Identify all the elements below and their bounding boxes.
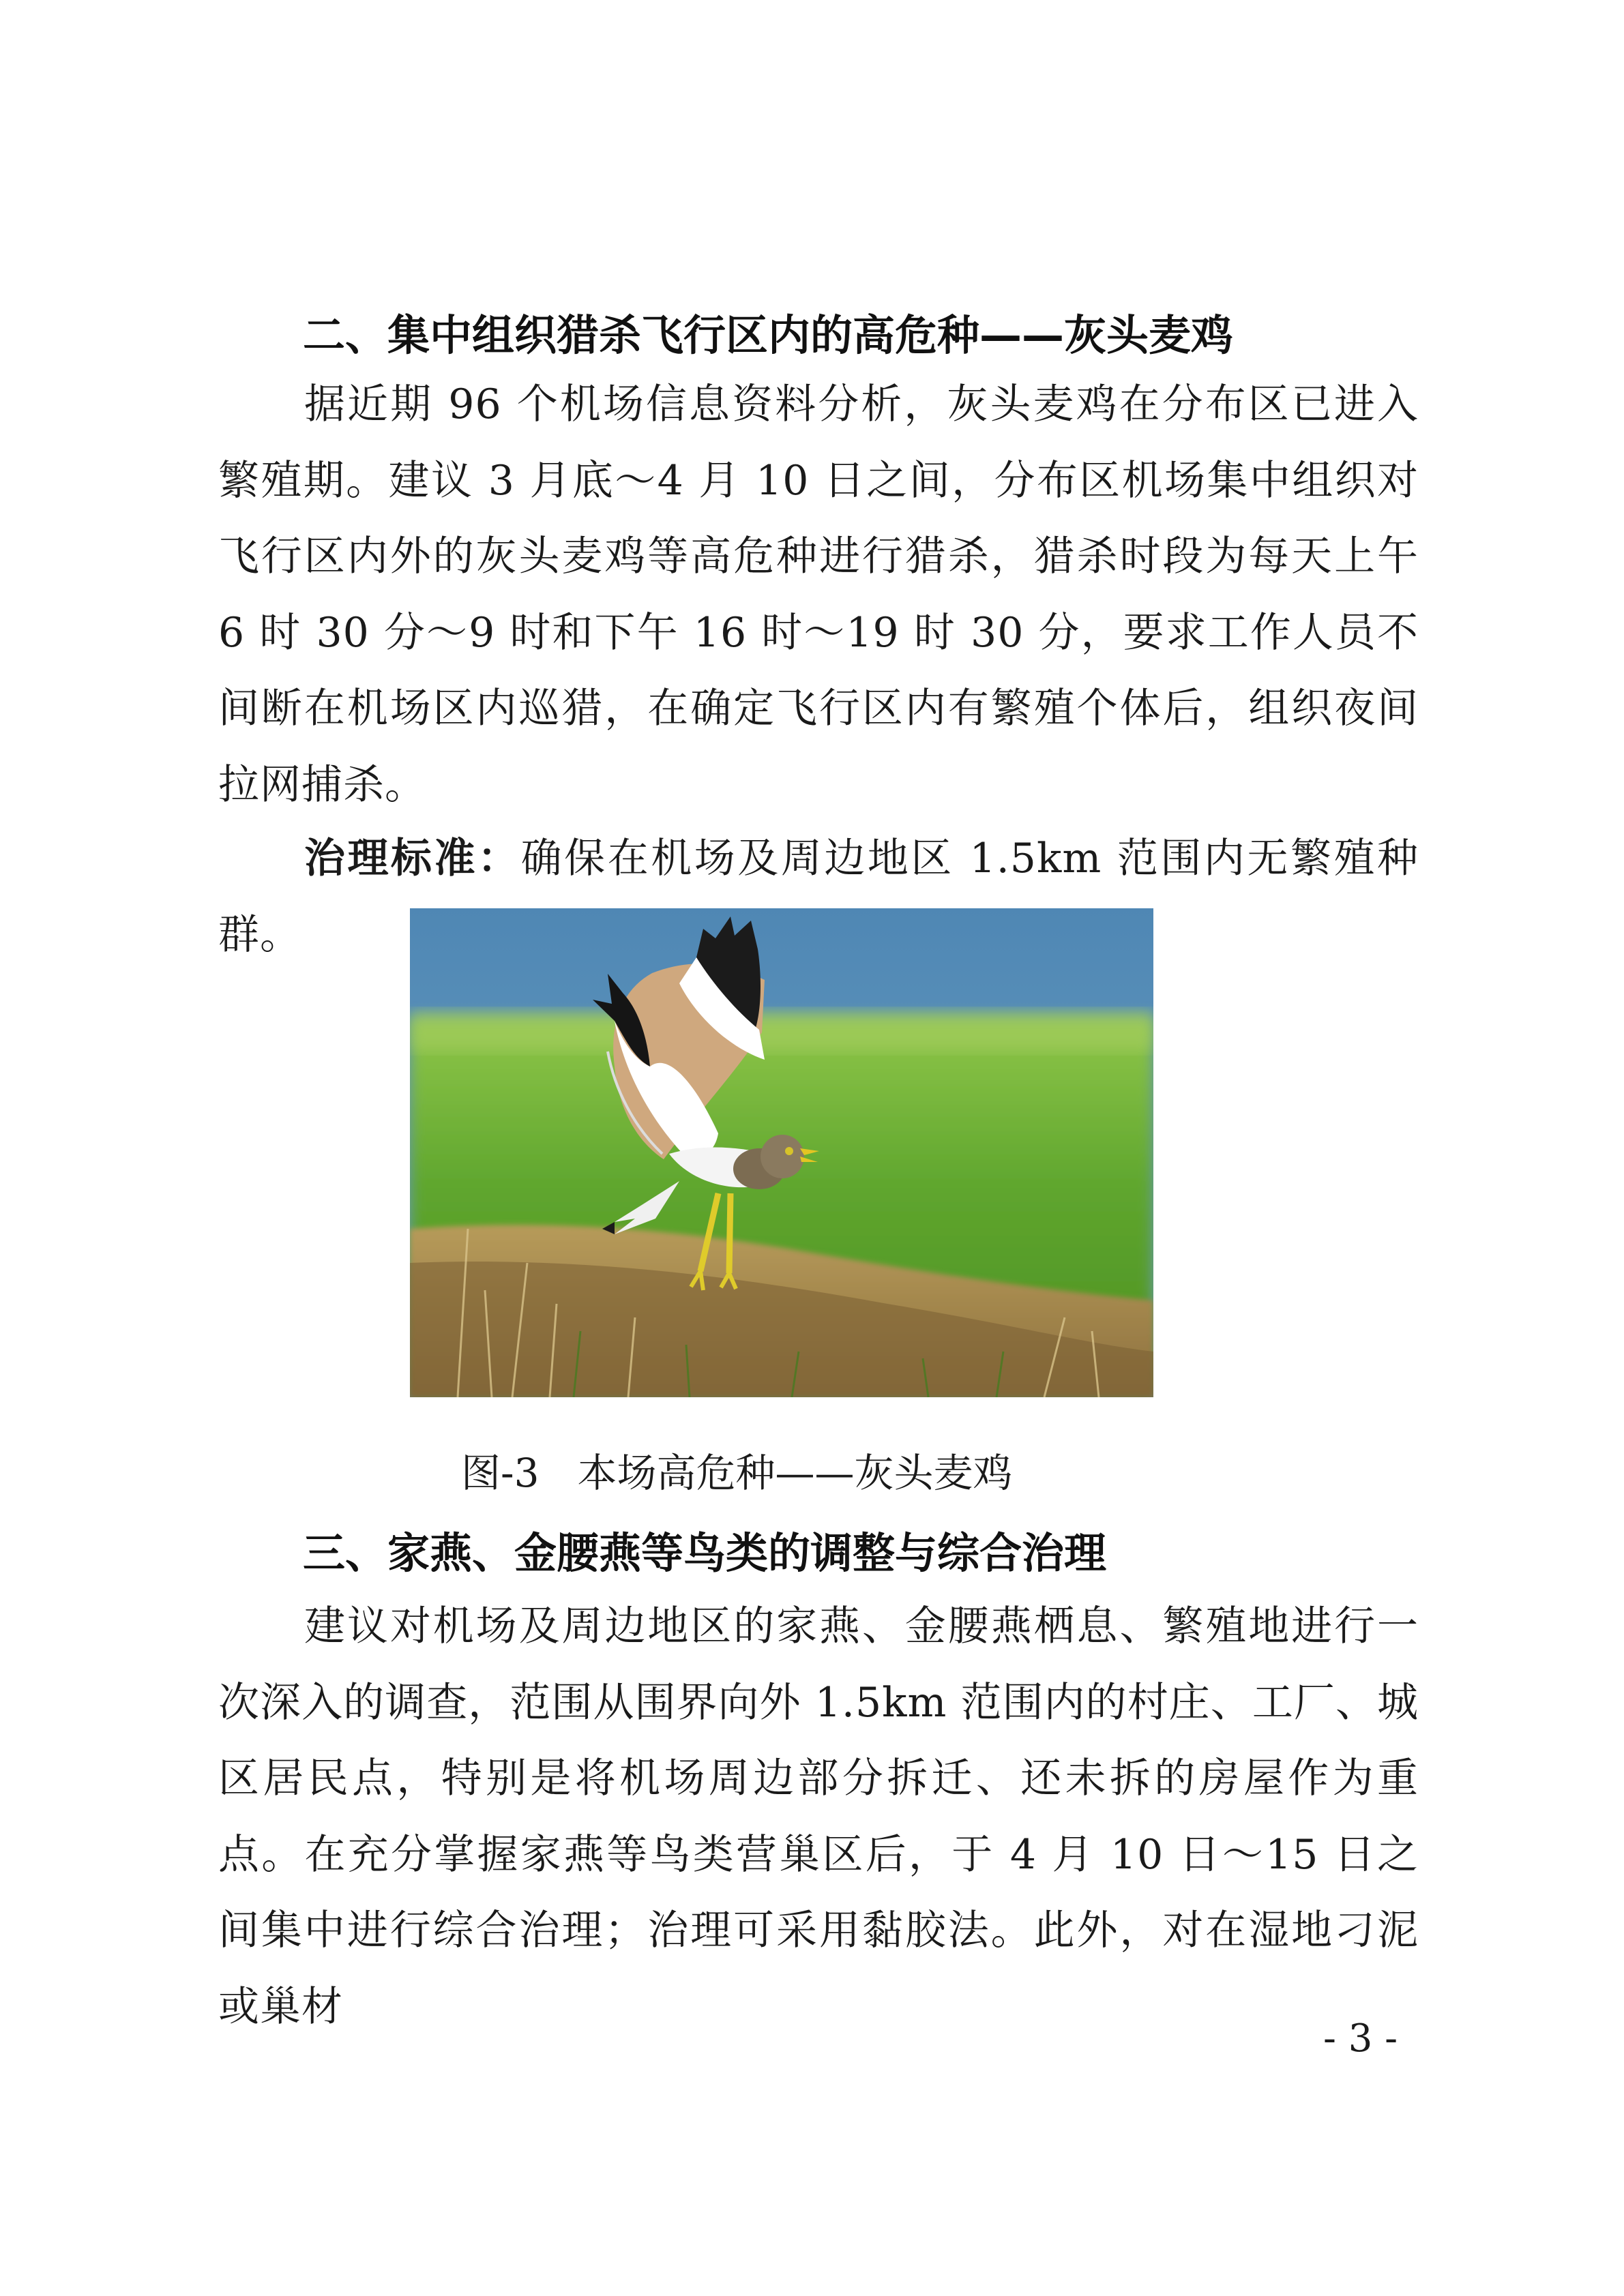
- section-2-paragraph: 据近期 96 个机场信息资料分析，灰头麦鸡在分布区已进入繁殖期。建议 3 月底～4 月 10 日之间，分布区机场集中组织对飞行区内外的灰头麦鸡等高危种进行猎杀，猎杀时段为每天上午 6 时 30 分～9 时和下午 16 时～19 时 30 分，要求工作人员不间断在机场区内巡猎，在确定飞行区内有繁殖个体后，组织夜间拉网捕杀。: [218, 381, 1419, 809]
- governance-standard-text: 确保在机场及周边地区 1.5km 范围内无繁殖种群。: [218, 835, 1419, 959]
- section-2-heading: 二、集中组织猎杀飞行区内的高危种——灰头麦鸡: [303, 310, 1234, 360]
- page-number: - 3 -: [1323, 2016, 1398, 2061]
- governance-standard-label: 治理标准：: [304, 835, 521, 882]
- lapwing-photo: [410, 908, 1153, 1397]
- section-3-paragraph: 建议对机场及周边地区的家燕、金腰燕栖息、繁殖地进行一次深入的调查，范围从围界向外 1.5km 范围内的村庄、工厂、城区居民点，特别是将机场周边部分拆迁、还未拆的房屋作为重点。在充分掌握家燕等鸟类营巢区后，于 4 月 10 日～15 日之间集中进行综合治理；治理可采用黏胶法。此外，对在湿地刁泥或巢材: [218, 1602, 1419, 2031]
- section-3-heading: 三、家燕、金腰燕等鸟类的调整与综合治理: [303, 1528, 1107, 1578]
- figure-caption: [461, 1446, 1013, 1500]
- figure-label: 图-3: [461, 1450, 540, 1496]
- figure-caption-text: 本场高危种——灰头麦鸡: [577, 1450, 1013, 1496]
